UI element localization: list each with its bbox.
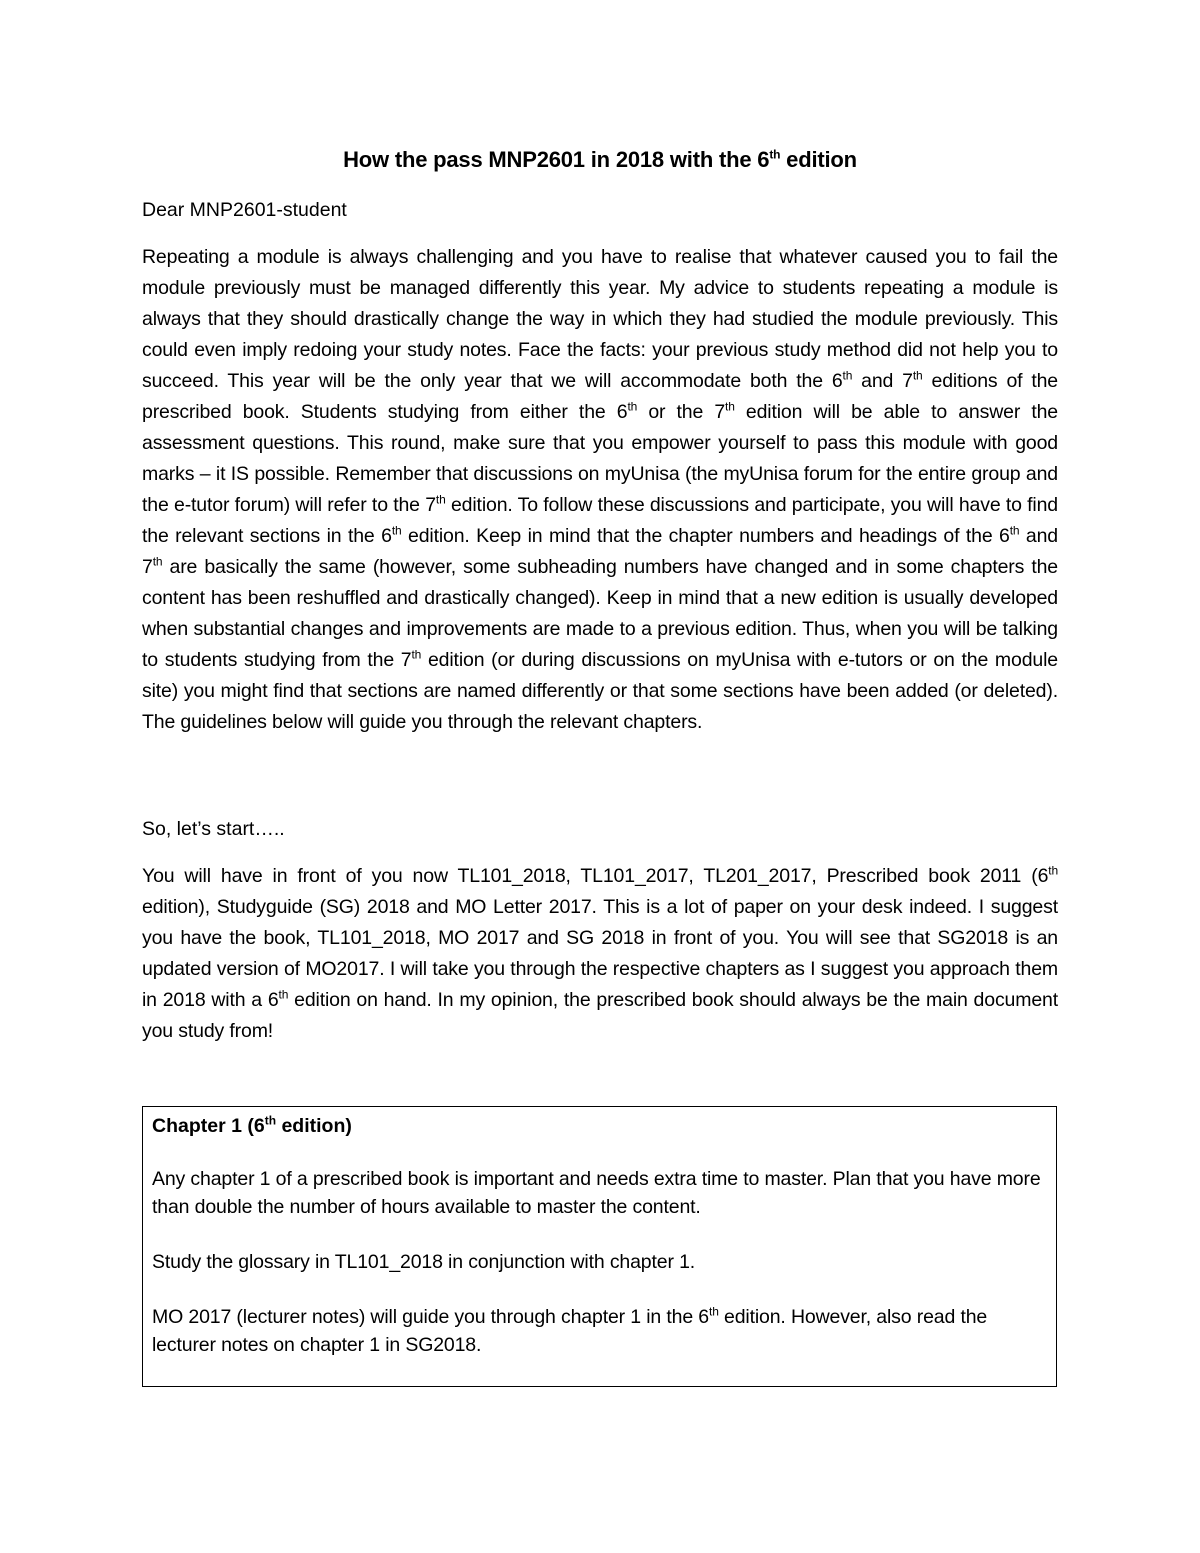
materials-text: edition on hand. In my opinion, the prescribed book should always be the main document you study from! [142,989,1058,1042]
document-title [0,143,1200,177]
intro-text: edition. Keep in mind that the chapter numbers and headings of the 6 [401,525,1010,547]
chapter-1-paragraph-lecturer-notes [152,1303,1047,1359]
chapter-1-paragraph-glossary: Study the glossary in TL101_2018 in conjunction with chapter 1. [152,1251,696,1273]
salutation: Dear MNP2601-student [142,199,347,221]
superscript: th [264,1113,277,1128]
superscript: th [627,399,638,414]
materials-text: edition), Studyguide (SG) 2018 and MO Letter 2017. This is a lot of paper on your desk indeed. I suggest you have the book, TL101_2018, MO 2017 and SG 2018 in front of you. You will see that SG2018 is an updated version of MO2017. I will take you through the respective chapters as I suggest you approach them in 2018 with a 6 [142,896,1058,1011]
intro-text: Repeating a module is always challenging and you have to realise that whatever caused you to fail the module previously must be managed differently this year. My advice to students repeating a module is always that they should drastically change the way in which they had studied the module previously. This could even imply redoing your study notes. Face the facts: your previous study method did not help you to succeed. This year will be the only year that we will accommodate both the 6 [142,246,1058,392]
paragraph-text-end: edition. However, also read the lecturer notes on chapter 1 in SG2018. [152,1306,988,1356]
intro-paragraph [142,242,1058,738]
intro-text: are basically the same (however, some subheading numbers have changed and in some chapters the content has been reshuffled and drastically changed). Keep in mind that a new edition is usually developed when substantial changes and improvements are made to a previous edition. Thus, when you will be talking to students studying from the 7 [142,556,1058,671]
intro-text: and 7 [852,370,913,392]
intro-text: edition. To follow these discussions and participate, you will have to find the relevant sections in the 6 [142,494,1059,547]
paragraph-text: MO 2017 (lecturer notes) will guide you through chapter 1 in the 6 [152,1306,710,1328]
superscript: th [1009,523,1020,538]
chapter-1-box [142,1106,1057,1387]
superscript: th [411,647,422,662]
superscript: th [435,492,446,507]
title-text-end: edition [780,147,857,172]
superscript: th [1048,863,1058,878]
heading-text-end: edition) [276,1115,352,1137]
title-text: How the pass MNP2601 in 2018 with the 6 [343,147,770,172]
intro-text: or the 7 [637,401,726,423]
materials-paragraph [142,861,1058,1047]
superscript: th [912,368,923,383]
heading-text: Chapter 1 (6 [152,1115,265,1137]
chapter-1-heading [152,1111,352,1142]
title-superscript: th [769,147,781,162]
superscript: th [152,554,163,569]
superscript: th [842,368,853,383]
superscript: th [709,1304,719,1319]
superscript: th [725,399,735,414]
superscript: th [391,523,402,538]
intro-text: and 7 [142,525,1058,578]
chapter-1-paragraph-importance: Any chapter 1 of a prescribed book is important and needs extra time to master. Plan that you have more than double the number of hours available to master the content. [152,1168,1041,1218]
intro-text: edition will be able to answer the assessment questions. This round, make sure that you empower yourself to pass this module with good marks – it IS possible. Remember that discussions on myUnisa (the myUnisa forum for the entire group and the e-tutor forum) will refer to the 7 [142,401,1058,516]
materials-text: You will have in front of you now TL101_2018, TL101_2017, TL201_2017, Prescribed book 2011 (6 [142,865,1049,887]
intro-text: editions of the prescribed book. Students studying from either the 6 [142,370,1058,423]
superscript: th [278,987,289,1002]
start-line: So, let’s start….. [142,818,285,840]
intro-text: edition (or during discussions on myUnisa with e-tutors or on the module site) you might find that sections are named differently or that some sections have been added (or deleted). The guidelines below will guide you through the relevant chapters. [142,649,1058,733]
